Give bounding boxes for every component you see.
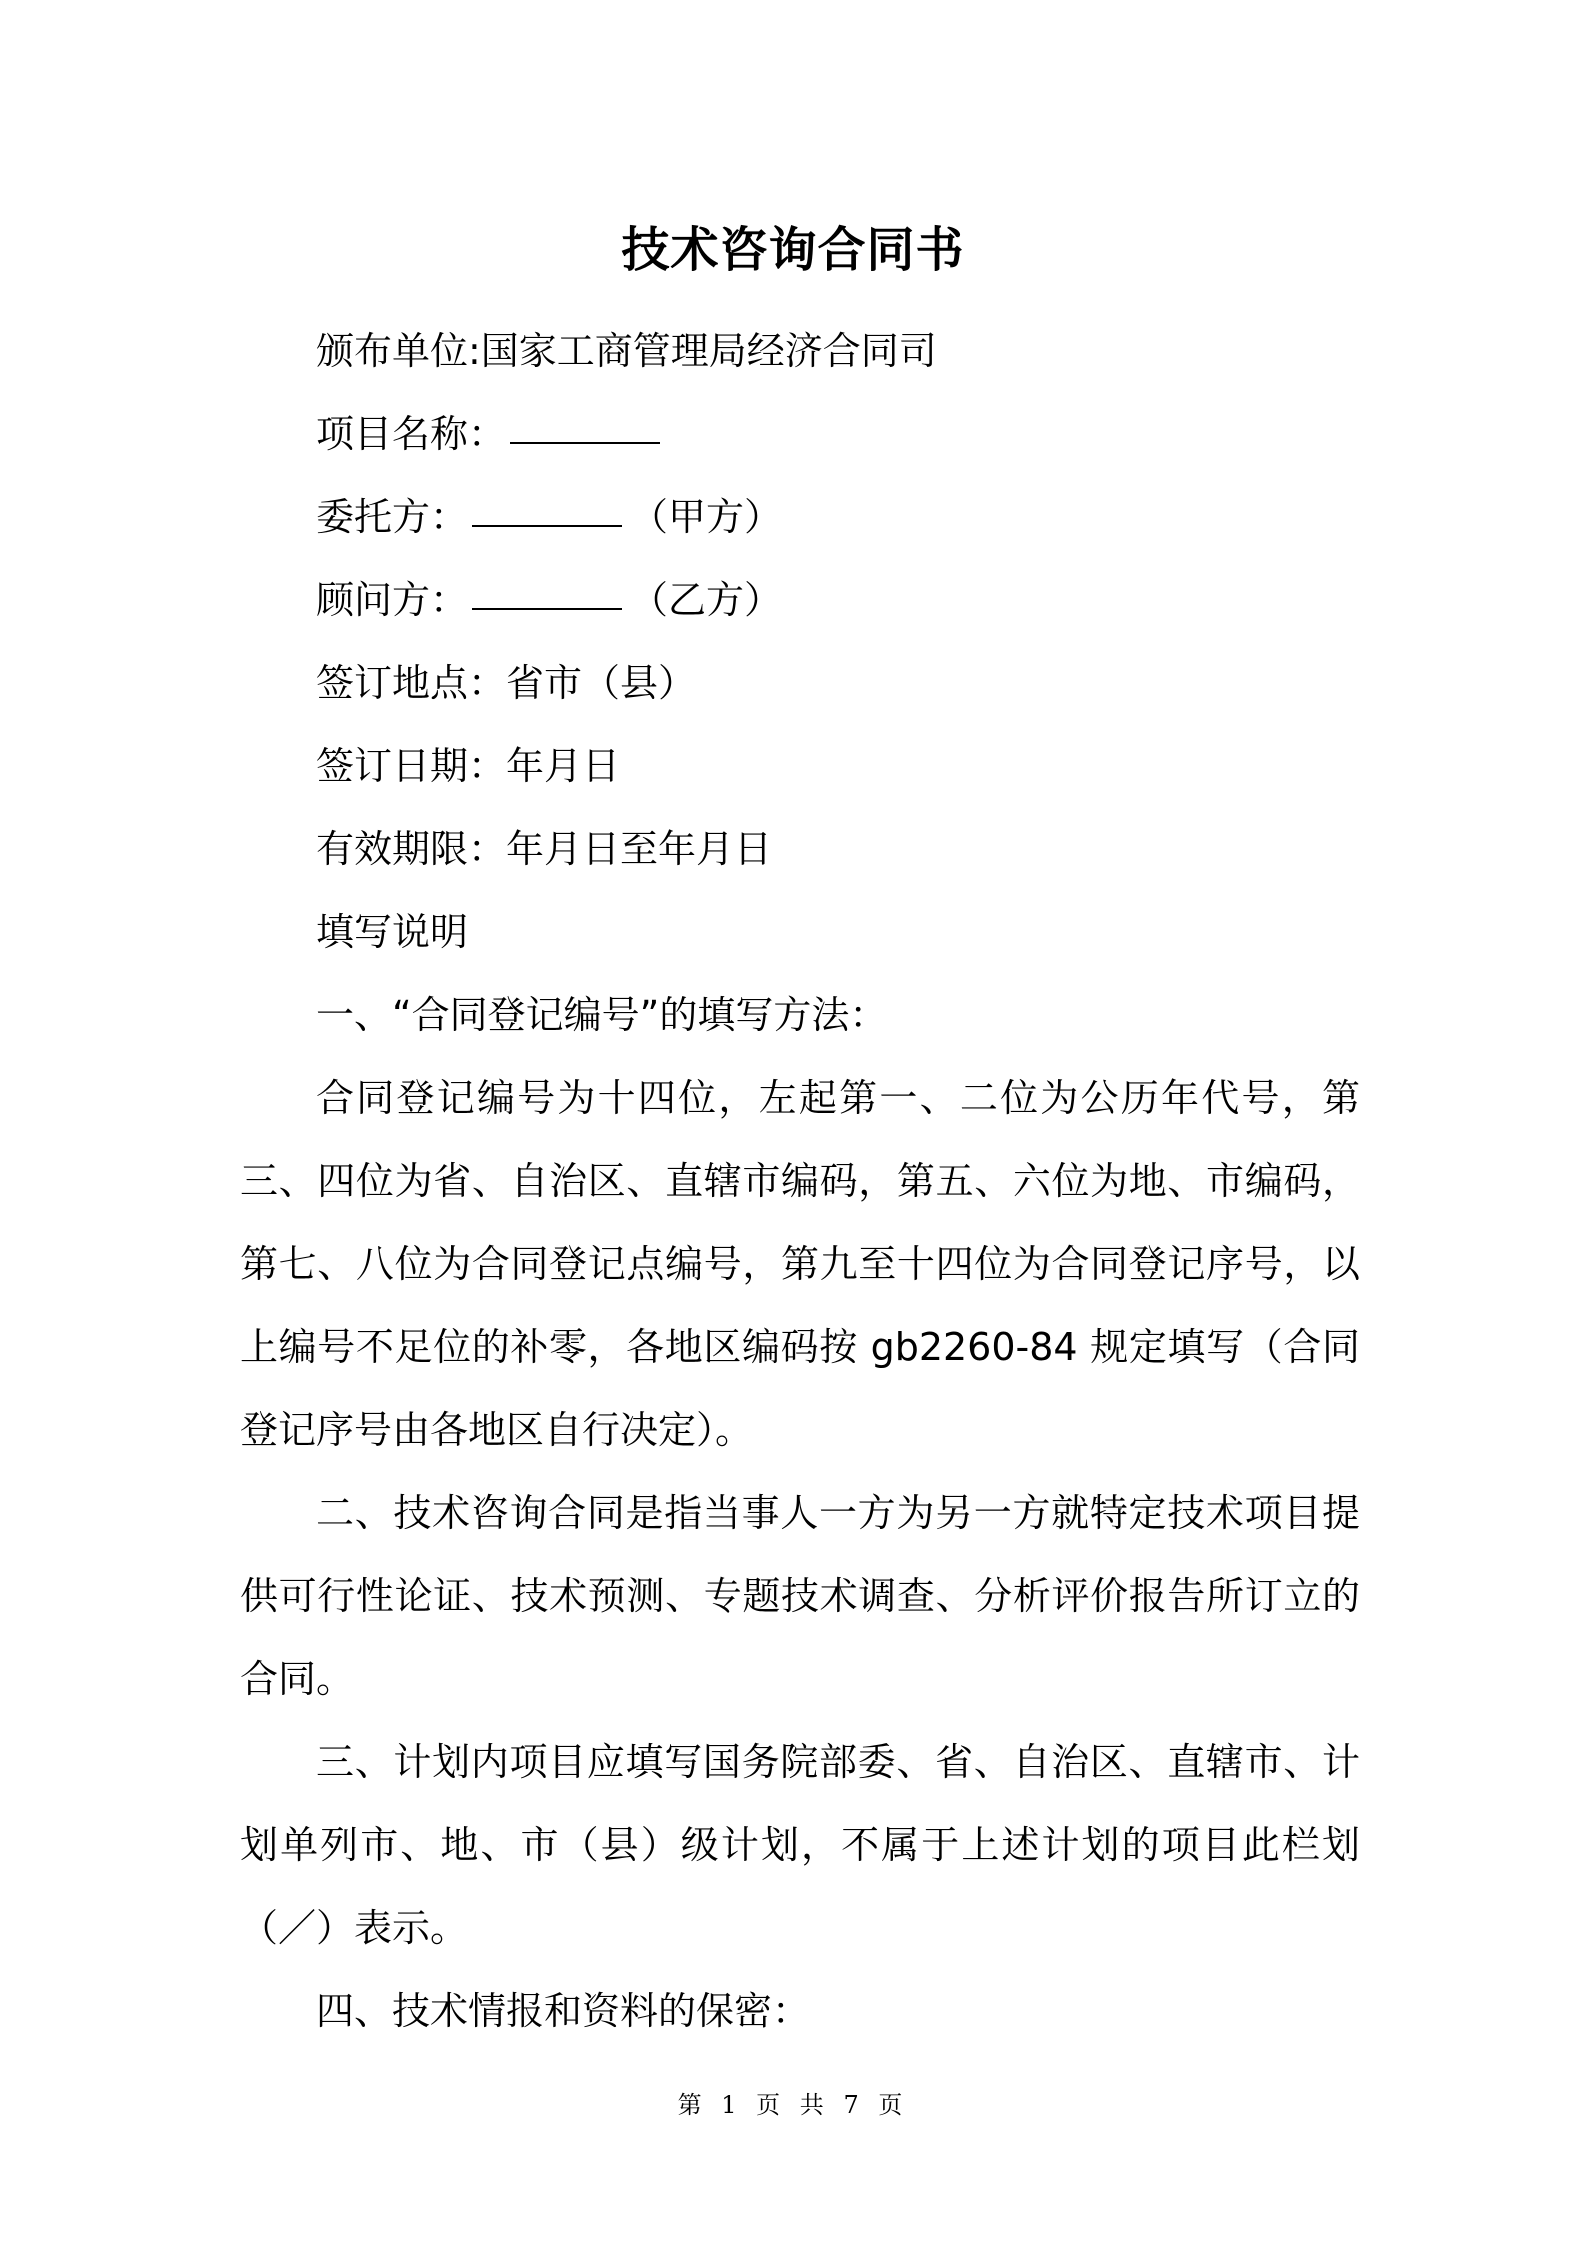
section3-paragraph: 三、计划内项目应填写国务院部委、省、自治区、直辖市、计划单列市、地、市（县）级计划，不属于上述计划的项目此栏划（／）表示。 <box>240 1740 1360 1950</box>
client-suffix: （甲方） <box>630 495 783 539</box>
section2-paragraph: 二、技术咨询合同是指当事人一方为另一方就特定技术项目提供可行性论证、技术预测、专题技术调查、分析评价报告所订立的合同。 <box>240 1491 1360 1701</box>
client-label: 委托方： <box>316 495 469 539</box>
page-number-footer: 第 1 页 共 7 页 <box>677 2091 909 2119</box>
project-name-blank[interactable] <box>510 442 660 444</box>
section4-heading: 四、技术情报和资料的保密： <box>316 1989 811 2033</box>
consultant-line <box>240 559 1360 642</box>
sign-date-line: 签订日期：年月日 <box>316 744 621 788</box>
client-line <box>240 476 1360 559</box>
section1-paragraph: 合同登记编号为十四位，左起第一、二位为公历年代号，第三、四位为省、自治区、直辖市编码，第五、六位为地、市编码，第七、八位为合同登记点编号，第九至十四位为合同登记序号，以上编号不足位的补零，各地区编码按 gb2260-84 规定填写（合同登记序号由各地区自行决定）。 <box>240 1076 1360 1452</box>
consultant-label: 顾问方： <box>316 578 469 622</box>
consultant-blank[interactable] <box>472 608 622 610</box>
project-name-label: 项目名称： <box>316 412 507 456</box>
document-title: 技术咨询合同书 <box>621 222 965 278</box>
validity-line: 有效期限：年月日至年月日 <box>316 827 773 871</box>
consultant-suffix: （乙方） <box>630 578 783 622</box>
document-body <box>240 310 1360 2053</box>
project-name-line <box>240 393 1360 476</box>
sign-place-line: 签订地点：省市（县） <box>316 661 697 705</box>
section1-heading: 一、“合同登记编号”的填写方法： <box>316 993 888 1037</box>
client-blank[interactable] <box>472 525 622 527</box>
issuer-line: 颁布单位:国家工商管理局经济合同司 <box>316 329 937 373</box>
instructions-heading: 填写说明 <box>316 910 469 954</box>
